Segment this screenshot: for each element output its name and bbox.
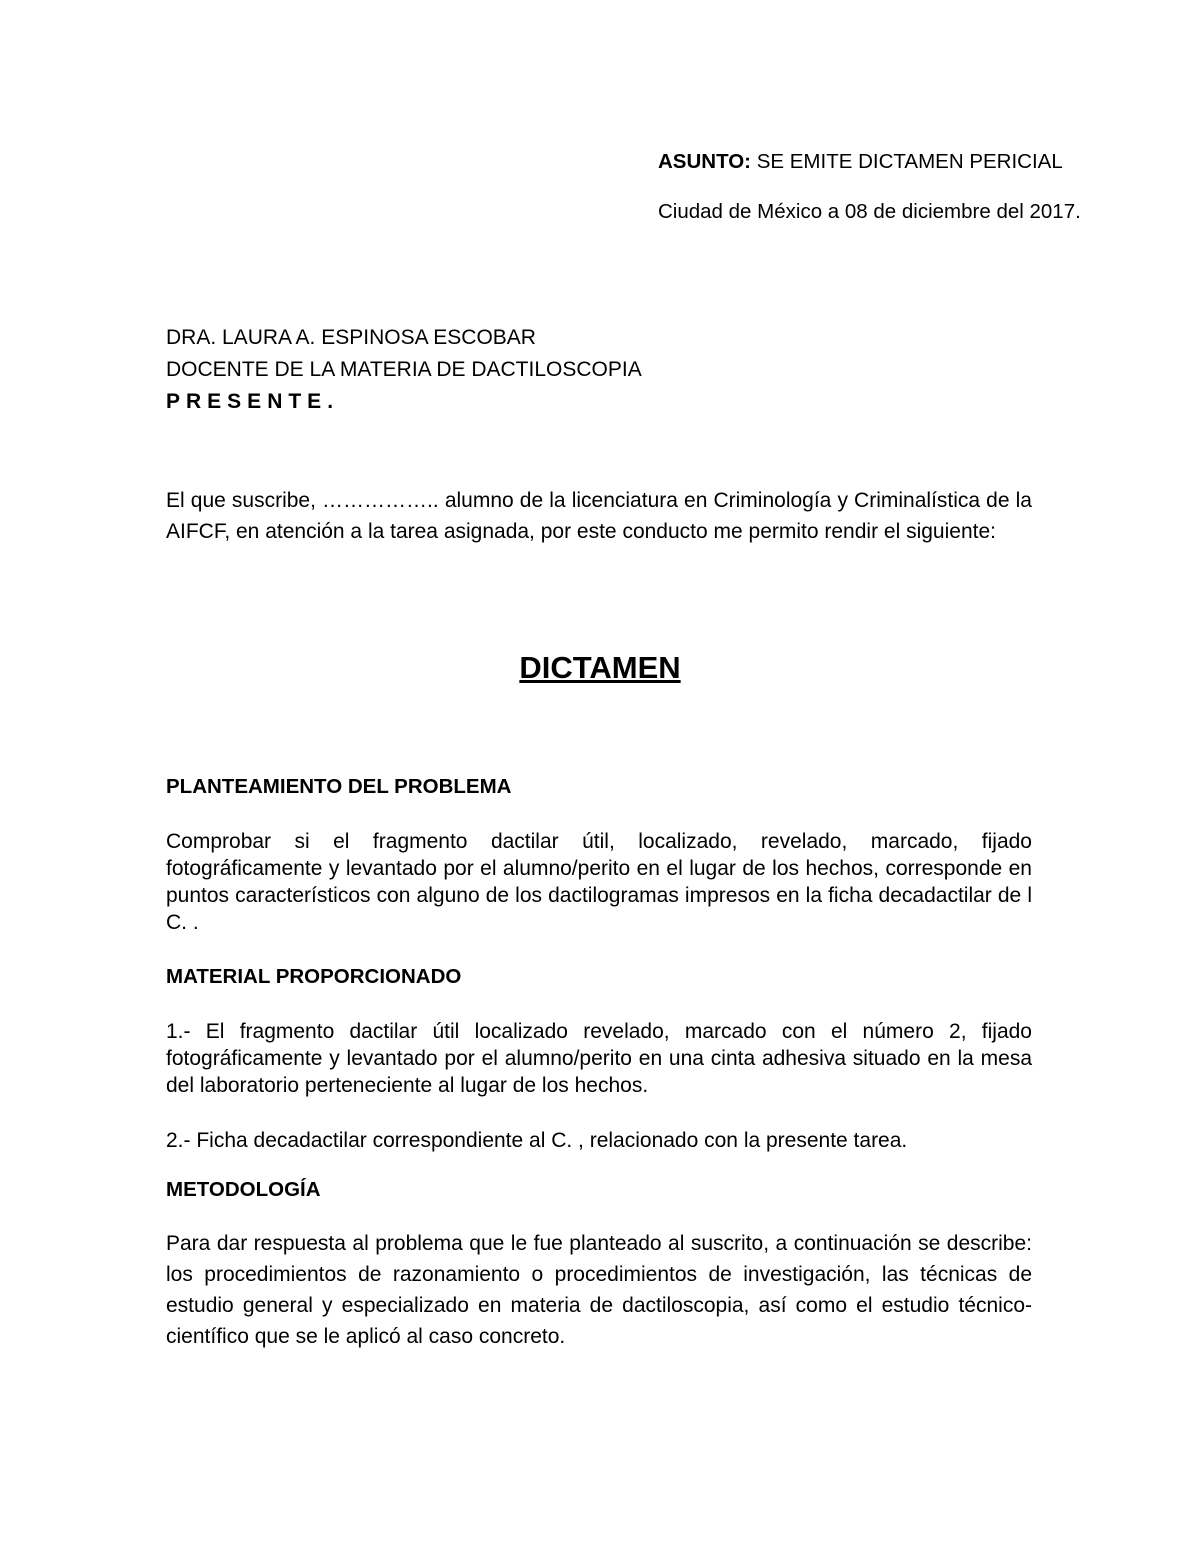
subject-line xyxy=(658,150,1063,174)
subject-label: ASUNTO: xyxy=(658,150,752,173)
addressee-presente: PRESENTE. xyxy=(166,390,340,413)
section-heading-problema: PLANTEAMIENTO DEL PROBLEMA xyxy=(166,775,512,798)
section-text-metodologia: Para dar respuesta al problema que le fue planteado al suscrito, a continuación se describe: los procedimientos de razonamiento o procedimientos de investigación, las técnicas de estudio general y especializado en materia de dactiloscopia, así como el estudio técnico-científico que se le aplicó al caso concreto. xyxy=(166,1232,1032,1348)
document-title: DICTAMEN xyxy=(519,650,681,685)
place-date: Ciudad de México a 08 de diciembre del 2017. xyxy=(658,200,1081,223)
material-item-2: 2.- Ficha decadactilar correspondiente al C. , relacionado con la presente tarea. xyxy=(166,1129,908,1152)
addressee-block xyxy=(166,322,642,418)
addressee-name: DRA. LAURA A. ESPINOSA ESCOBAR xyxy=(166,326,536,349)
section-heading-metodologia: METODOLOGÍA xyxy=(166,1178,321,1201)
intro-paragraph: El que suscribe, …………….. alumno de la licenciatura en Criminología y Criminalística de la AIFCF, en atención a la tarea asignada, por este conducto me permito rendir el siguiente: xyxy=(166,489,1032,543)
section-heading-material: MATERIAL PROPORCIONADO xyxy=(166,965,462,988)
addressee-role: DOCENTE DE LA MATERIA DE DACTILOSCOPIA xyxy=(166,358,642,381)
subject-text: SE EMITE DICTAMEN PERICIAL xyxy=(751,150,1063,173)
section-text-problema: Comprobar si el fragmento dactilar útil, localizado, revelado, marcado, fijado fotográficamente y levantado por el alumno/perito en el lugar de los hechos, corresponde en puntos característicos con alguno de los dactilogramas impresos en la ficha decadactilar de l C. . xyxy=(166,830,1032,934)
material-item-1: 1.- El fragmento dactilar útil localizado revelado, marcado con el número 2, fijado fotográficamente y levantado por el alumno/perito en una cinta adhesiva situado en la mesa del laboratorio perteneciente al lugar de los hechos. xyxy=(166,1020,1032,1097)
